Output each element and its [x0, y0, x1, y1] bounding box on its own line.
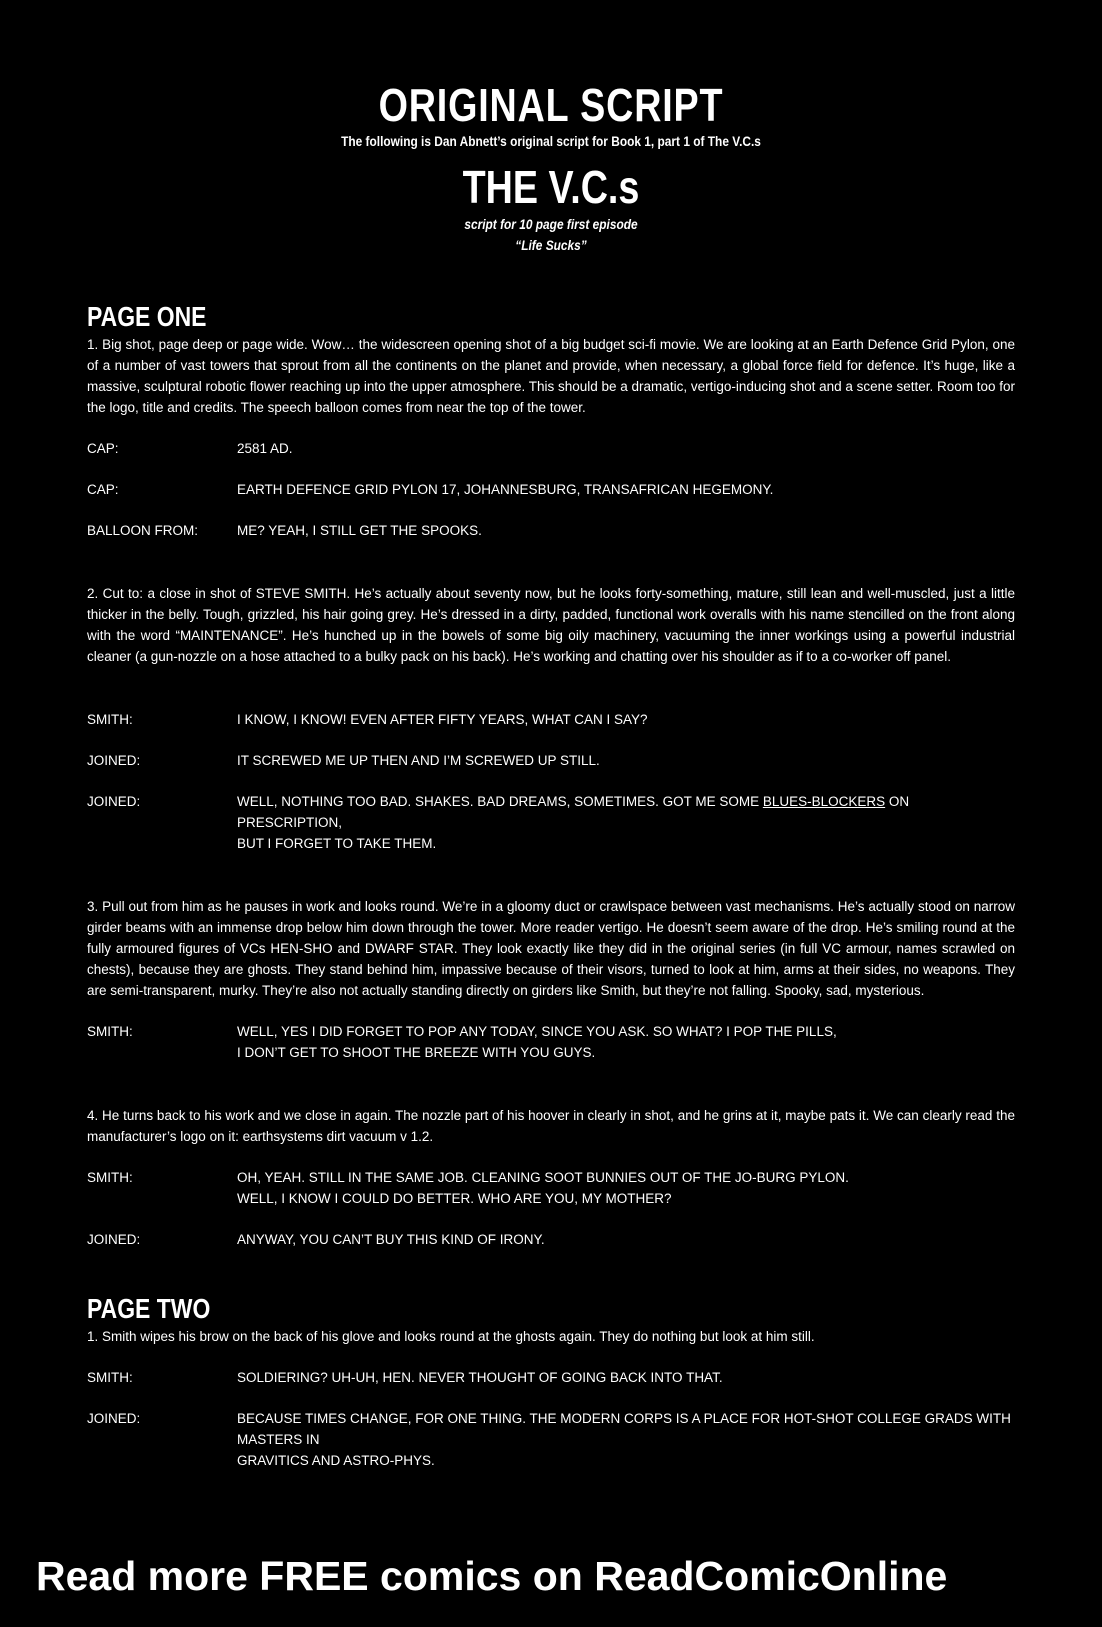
speaker-label: JOINED: — [87, 753, 141, 768]
panel-description: 3. Pull out from him as he pauses in work and looks round. We’re in a gloomy duct or crawlspace between vast mechanisms. He’s actually stood on narrow girder beams with an immense drop below him down through the tower. More reader vertigo. He doesn’t seem aware of the drop. He’s smiling round at the fully armoured figures of VCs HEN-SHO and DWARF STAR. They look exactly like they did in the original series (in full VC armour, names scrawled on chests), because they are ghosts. They stand behind him, impassive because of their visors, turned to look at him, arms at their sides, no weapons. They are semi-transparent, murky. They’re also not actually standing directly on girders like Smith, but they’re not falling. Spooky, sad, mysterious. — [87, 899, 1015, 998]
speaker-label: BALLOON FROM: — [87, 523, 199, 538]
dialogue-text-part: WELL, NOTHING TOO BAD. SHAKES. BAD DREAMS, SOMETIMES. GOT ME SOME — [237, 794, 763, 809]
speaker-label: SMITH: — [87, 1170, 133, 1185]
dialogue-line — [87, 750, 1015, 771]
dialogue-text-part: WELL, I KNOW I COULD DO BETTER. WHO ARE YOU, MY MOTHER? — [237, 1191, 672, 1206]
dialogue-line — [87, 1229, 1015, 1250]
dialogue-text — [237, 791, 1015, 854]
dialogue-line — [87, 709, 1015, 730]
dialogue-text — [237, 1021, 1015, 1063]
dialogue-text: ANYWAY, YOU CAN’T BUY THIS KIND OF IRONY. — [237, 1232, 545, 1247]
script-title: THE V.C.s — [462, 161, 640, 213]
dialogue-text: 2581 AD. — [237, 441, 293, 456]
script-subtitle: script for 10 page first episode — [464, 216, 638, 232]
underlined-term: BLUES-BLOCKERS — [762, 794, 886, 809]
speaker-label: CAP: — [87, 441, 119, 456]
dialogue-text-part: OH, YEAH. STILL IN THE SAME JOB. CLEANING SOOT BUNNIES OUT OF THE JO-BURG PYLON. — [237, 1170, 849, 1185]
page-two-heading: PAGE TWO — [87, 1293, 211, 1324]
dialogue-line — [87, 791, 1015, 854]
dialogue-text — [237, 1167, 1015, 1209]
dialogue-line — [87, 479, 1015, 500]
dialogue-text-part: BUT I FORGET TO TAKE THEM. — [237, 836, 437, 851]
speaker-label: SMITH: — [87, 712, 133, 727]
dialogue-line — [87, 1408, 1015, 1471]
speaker-label: JOINED: — [87, 1232, 141, 1247]
dialogue-text-part: GRAVITICS AND ASTRO-PHYS. — [237, 1453, 435, 1468]
dialogue-text-part: ON PRESCRIPTION, — [237, 794, 910, 830]
dialogue-line — [87, 1167, 1015, 1209]
speaker-label: SMITH: — [87, 1370, 133, 1385]
page-title: ORIGINAL SCRIPT — [378, 79, 724, 131]
speaker-label: JOINED: — [87, 1411, 141, 1426]
dialogue-text-part: BECAUSE TIMES CHANGE, FOR ONE THING. THE MODERN CORPS IS A PLACE FOR HOT-SHOT COLLEGE GRADS WITH MASTERS IN — [237, 1411, 1011, 1447]
panel-description: 1. Smith wipes his brow on the back of his glove and looks round at the ghosts again. They do nothing but look at him still. — [87, 1329, 815, 1344]
dialogue-text: EARTH DEFENCE GRID PYLON 17, JOHANNESBURG, TRANSAFRICAN HEGEMONY. — [237, 482, 774, 497]
speaker-label: CAP: — [87, 482, 119, 497]
speaker-label: JOINED: — [87, 794, 141, 809]
intro-line: The following is Dan Abnett’s original script for Book 1, part 1 of The V.C.s — [341, 133, 761, 149]
script-body — [87, 300, 1015, 1491]
dialogue-line — [87, 1367, 1015, 1388]
dialogue-text: ME? YEAH, I STILL GET THE SPOOKS. — [237, 523, 482, 538]
speaker-label: SMITH: — [87, 1024, 133, 1039]
page-one-heading: PAGE ONE — [87, 301, 207, 332]
dialogue-text: I KNOW, I KNOW! EVEN AFTER FIFTY YEARS, WHAT CAN I SAY? — [237, 712, 648, 727]
promo-footer: Read more FREE comics on ReadComicOnline — [36, 1553, 948, 1599]
dialogue-text — [237, 1408, 1015, 1471]
dialogue-line — [87, 520, 1015, 541]
dialogue-line — [87, 1021, 1015, 1063]
episode-title: “Life Sucks” — [515, 237, 587, 253]
dialogue-text-part: WELL, YES I DID FORGET TO POP ANY TODAY, SINCE YOU ASK. SO WHAT? I POP THE PILLS, — [237, 1024, 837, 1039]
script-header — [0, 78, 1102, 256]
dialogue-text-part: I DON’T GET TO SHOOT THE BREEZE WITH YOU GUYS. — [237, 1045, 596, 1060]
panel-description: 1. Big shot, page deep or page wide. Wow… the widescreen opening shot of a big budget sci-fi movie. We are looking at an Earth Defence Grid Pylon, one of a number of vast towers that sprout from all the continents on the planet and provide, when necessary, a global force field for defence. It’s huge, like a massive, sculptural robotic flower reaching up into the upper atmosphere. This should be a dramatic, vertigo-inducing shot and a scene setter. Room too for the logo, title and credits. The speech balloon comes from near the top of the tower. — [87, 337, 1015, 415]
dialogue-text: SOLDIERING? UH-UH, HEN. NEVER THOUGHT OF GOING BACK INTO THAT. — [237, 1370, 723, 1385]
panel-description: 4. He turns back to his work and we close in again. The nozzle part of his hoover in clearly in shot, and he grins at it, maybe pats it. We can clearly read the manufacturer’s logo on it: earthsystems dirt vacuum v 1.2. — [87, 1108, 1015, 1144]
panel-description: 2. Cut to: a close in shot of STEVE SMITH. He’s actually about seventy now, but he looks forty-something, mature, still lean and well-muscled, just a little thicker in the belly. Tough, grizzled, his hair going grey. He’s dressed in a dirty, padded, functional work overalls with his name stencilled on the front along with the word “MAINTENANCE”. He’s hunched up in the bowels of some big oily machinery, vacuuming the inner workings using a powerful industrial cleaner (a gun-nozzle on a hose attached to a bulky pack on his back). He’s working and chatting over his shoulder as if to a co-worker off panel. — [87, 586, 1015, 664]
dialogue-text: IT SCREWED ME UP THEN AND I’M SCREWED UP STILL. — [237, 753, 600, 768]
dialogue-line — [87, 438, 1015, 459]
